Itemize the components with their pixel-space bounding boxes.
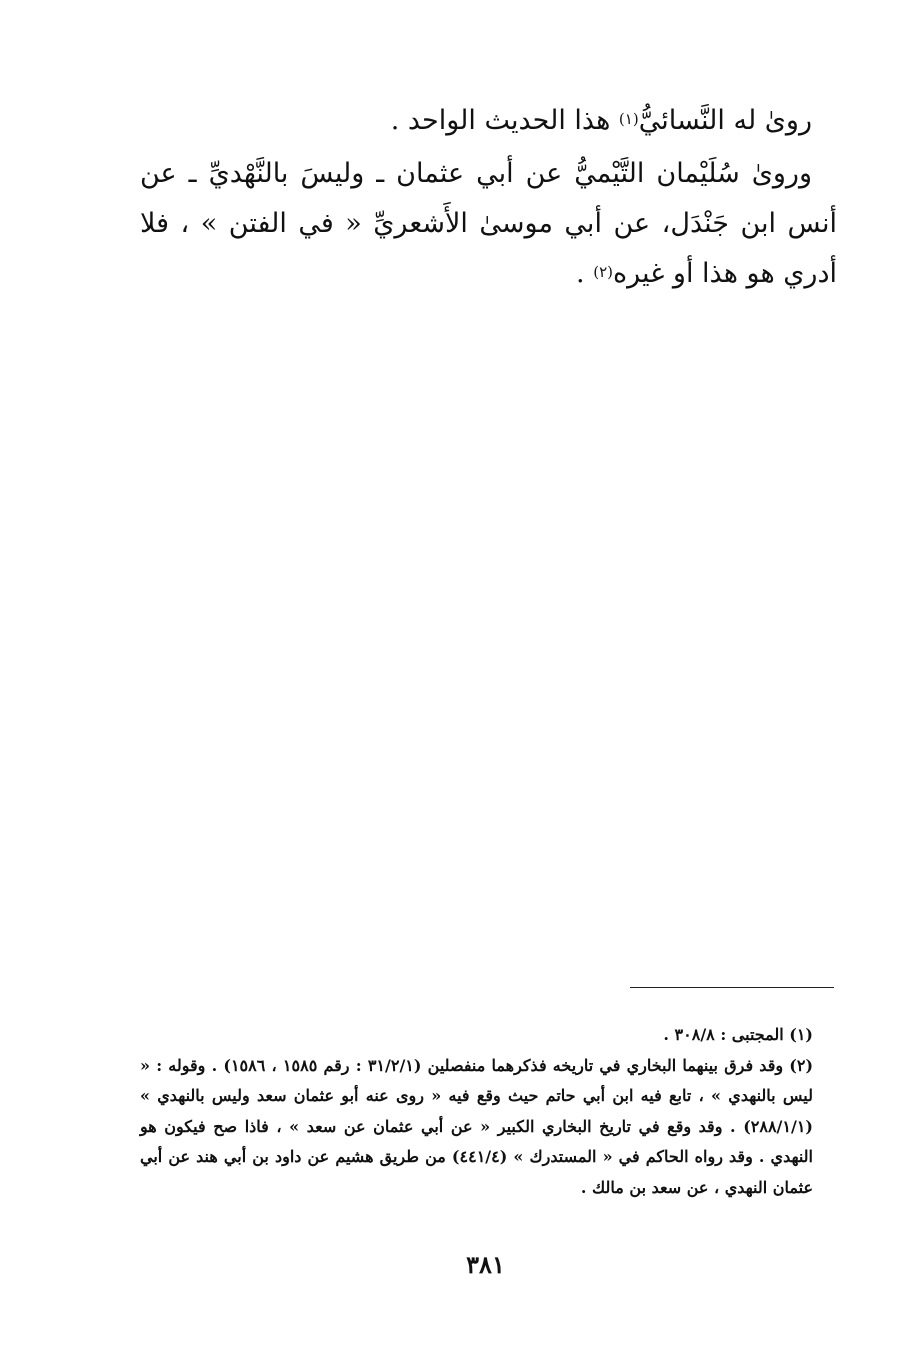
paragraph-1-text-end: هذا الحديث الواحد .: [390, 105, 611, 136]
footnotes-block: [140, 1020, 837, 1203]
paragraph-2-text-end: .: [576, 258, 585, 289]
footnote-2: (٢) وقد فرق بينهما البخاري في تاريخه فذكرهما منفصلين (٣١/٢/١ : رقم ١٥٨٥ ، ١٥٨٦) . وقوله : « ليس بالنهدي » ، تابع فيه ابن أبي حاتم حيث وقع فيه « روى عنه أبو عثمان سعد وليس بالنهدي » (٢٨٨/١/١) . وقد وقع في تاريخ البخاري الكبير « عن أبي عثمان عن سعد » ، فاذا صح فيكون هو النهدي . وقد رواه الحاكم في « المستدرك » (٤٤١/٤) من طريق هشيم عن داود بن أبي هند عن أبي عثمان النهدي ، عن سعد بن مالك .: [140, 1055, 814, 1197]
paragraph-1-text: روىٰ له النَّسائيُّ: [638, 105, 812, 136]
footnote-ref-1[interactable]: (١): [618, 110, 639, 128]
footnote-ref-2[interactable]: (٢): [593, 263, 614, 281]
main-text-block: [140, 96, 837, 299]
paragraph-2: [140, 149, 837, 299]
footnote-1: (١) المجتبى : ٣٠٨/٨ .: [663, 1025, 813, 1044]
page-number: ٣٨١: [466, 1250, 505, 1279]
paragraph-2-text: وروىٰ سُلَيْمان التَّيْميُّ عن أبي عثمان ـ وليسَ بالنَّهْديِّ ـ عن أنس ابن جَنْدَل، عن أبي موسىٰ الأَشعريِّ « في الفتن » ، فلا أدري هو هذا أو غيره: [140, 158, 837, 289]
footnote-separator: [630, 987, 834, 988]
paragraph-1: [140, 96, 837, 146]
